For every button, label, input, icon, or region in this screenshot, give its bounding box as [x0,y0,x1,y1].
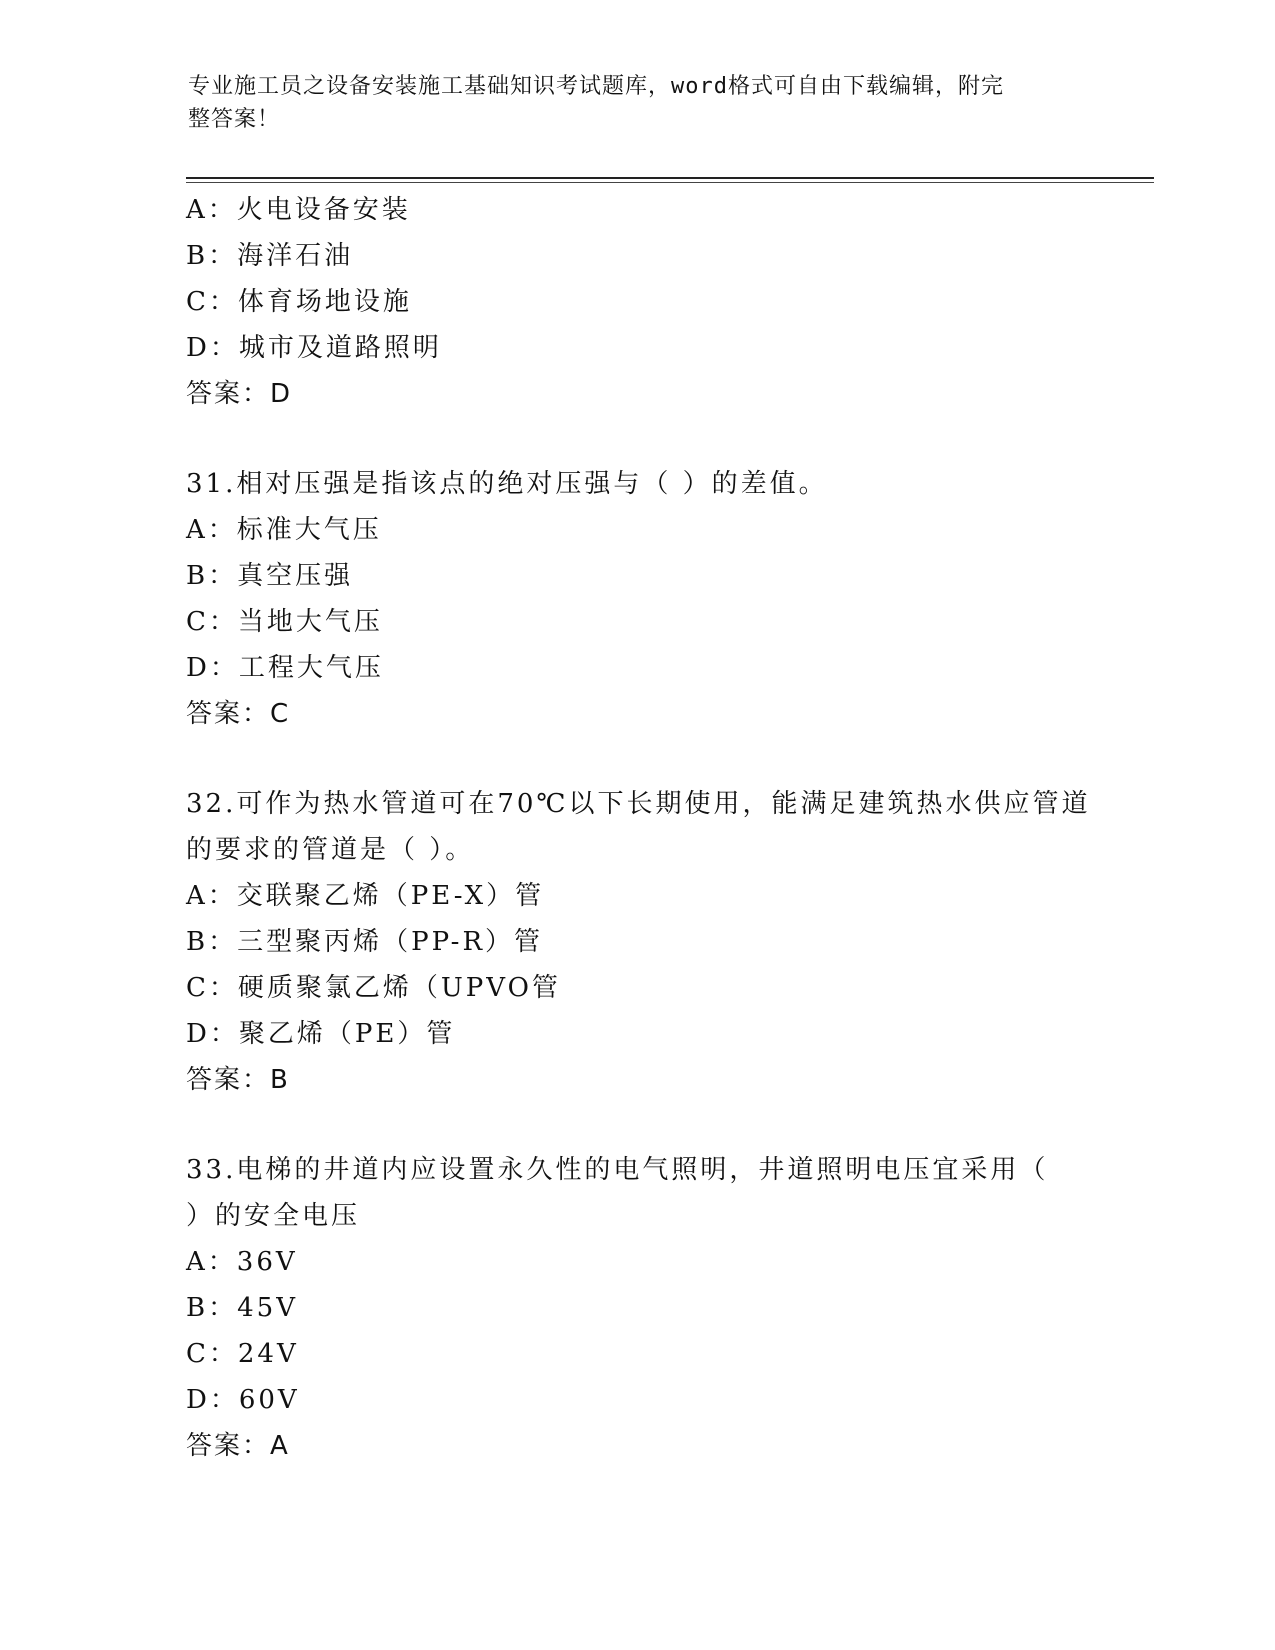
question-stem-cont: ）的安全电压 [186,1201,361,1231]
option-b: B：45V [186,1293,298,1323]
answer-line: 答案：A [186,1431,290,1461]
option-d: D：60V [186,1385,300,1415]
option-d: D：聚乙烯（PE）管 [186,1019,456,1049]
answer-line: 答案：D [186,379,293,409]
question-block-33 [186,1147,1086,1469]
question-block-31 [186,461,1086,737]
answer-line: 答案：B [186,1065,290,1095]
question-stem: 33.电梯的井道内应设置永久性的电气照明，井道照明电压宜采用（ [186,1155,1049,1185]
header-line-2: 整答案！ [188,107,281,132]
question-stem: 32.可作为热水管道可在70℃以下长期使用，能满足建筑热水供应管道 [186,789,1091,819]
option-c: C：当地大气压 [186,607,383,637]
option-a: A：交联聚乙烯（PE-X）管 [186,881,545,911]
answer-line: 答案：C [186,699,291,729]
option-a: A：标准大气压 [186,515,382,545]
option-a: A：36V [186,1247,298,1277]
option-c: C：24V [186,1339,299,1369]
question-stem: 31.相对压强是指该点的绝对压强与（ ）的差值。 [186,469,828,499]
question-stem-cont: 的要求的管道是（ ）。 [186,835,475,865]
option-c: C：硬质聚氯乙烯（UPVO管 [186,973,561,1003]
question-block-prev [186,187,1086,417]
question-block-32 [186,781,1091,1103]
document-header [188,70,1088,136]
option-b: B：海洋石油 [186,241,354,271]
option-c: C：体育场地设施 [186,287,412,317]
header-line-1: 专业施工员之设备安装施工基础知识考试题库，word格式可自由下载编辑，附完 [188,74,1004,99]
header-divider-thin [186,182,1154,183]
option-d: D：城市及道路照明 [186,333,442,363]
header-divider-thick [186,177,1154,179]
option-b: B：真空压强 [186,561,354,591]
question-list [186,187,1091,1469]
option-a: A：火电设备安装 [186,195,411,225]
option-d: D：工程大气压 [186,653,384,683]
option-b: B：三型聚丙烯（PP-R）管 [186,927,544,957]
